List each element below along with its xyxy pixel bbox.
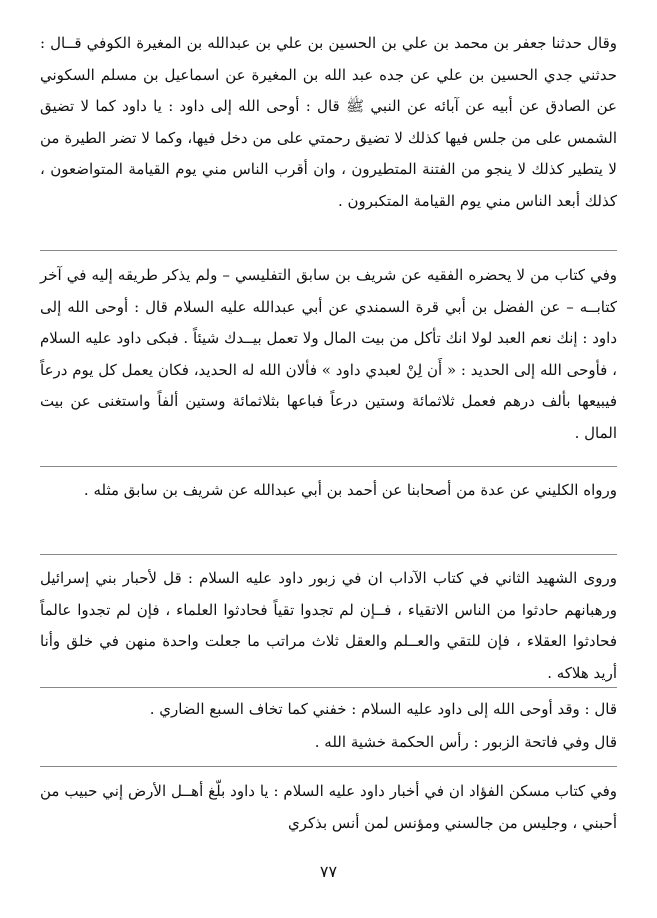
paragraph-4 bbox=[40, 563, 617, 689]
paragraph-4-text: وروى الشهيد الثاني في كتاب الآداب ان في زبور داود عليه السلام : قل لأحبار بني إسرائيل ورهبانهم حادثوا من الناس الاتقياء ، فــإن لم تجدوا تقياً فحادثوا العلماء ، فإن لم تجدوا عالماً فحادثوا العقلاء ، فإن للتقي والعــلم والعقل ثلاث مراتب ما جعلت واحدة منهن في خلق وأنا أريد هلاكه . bbox=[40, 569, 617, 682]
paragraph-divider-3 bbox=[40, 554, 617, 555]
paragraph-3 bbox=[40, 475, 617, 507]
paragraph-1-text: وقال حدثنا جعفر بن محمد بن علي بن الحسين بن علي بن عبدالله بن المغيرة الكوفي قــال : حدثني جدي الحسين بن علي عن جده عبد الله بن المغيرة عن اسماعيل بن مسلم السكوني عن الصادق عن أبيه عن آبائه عن النبي ﷺ قال : أوحى الله إلى داود : يا داود كما لا تضيق الشمس على من جلس فيها كذلك لا تضيق رحمتي على من دخل فيها، وكما لا تضر الطيرة من لا يتطير كذلك لا ينجو من الفتنة المتطيرون ، وان أقرب الناس مني يوم القيامة المتواضعون ، كذلك أبعد الناس مني يوم القيامة المتكبرون . bbox=[40, 34, 617, 210]
paragraph-3-text: ورواه الكليني عن عدة من أصحابنا عن أحمد بن أبي عبدالله عن شريف بن سابق مثله . bbox=[83, 481, 617, 499]
paragraph-divider-5 bbox=[40, 766, 617, 767]
paragraph-7 bbox=[40, 776, 617, 839]
paragraph-divider-1 bbox=[40, 250, 617, 251]
paragraph-1 bbox=[40, 28, 617, 217]
paragraph-5-text: قال : وقد أوحى الله إلى داود عليه السلام : خفني كما تخاف السبع الضاري . bbox=[149, 700, 617, 718]
paragraph-5 bbox=[40, 694, 617, 726]
paragraph-6 bbox=[40, 727, 617, 759]
paragraph-divider-4 bbox=[40, 687, 617, 688]
paragraph-divider-2 bbox=[40, 466, 617, 467]
paragraph-2-text: وفي كتاب من لا يحضره الفقيه عن شريف بن سابق التفليسي – ولم يذكر طريقه إليه في آخر كتابــه – عن الفضل بن أبي قرة السمندي عن أبي عبدالله عليه السلام قال : أوحى الله إلى داود : إنك نعم العبد لولا انك تأكل من بيت المال ولا تعمل بيــدك شيئاً . فبكى داود عليه السلام ، فأوحى الله إلى الحديد : « أَن لِنْ لعبدي داود » فألان الله له الحديد، فكان يعمل كل يوم درعاً فيبيعها بألف درهم فعمل ثلاثمائة وستين درعاً فباعها بثلاثمائة وستين ألفاً واستغنى عن بيت المال . bbox=[40, 266, 617, 442]
paragraph-6-text: قال وفي فاتحة الزبور : رأس الحكمة خشية الله . bbox=[314, 733, 617, 751]
paragraph-2 bbox=[40, 260, 617, 449]
page-number: ٧٧ bbox=[319, 862, 338, 881]
paragraph-7-text: وفي كتاب مسكن الفؤاد ان في أخبار داود عليه السلام : يا داود بلّغ أهــل الأرض إني حبيب من أحبني ، وجليس من جالسني ومؤنس لمن أنس بذكري bbox=[40, 782, 617, 832]
